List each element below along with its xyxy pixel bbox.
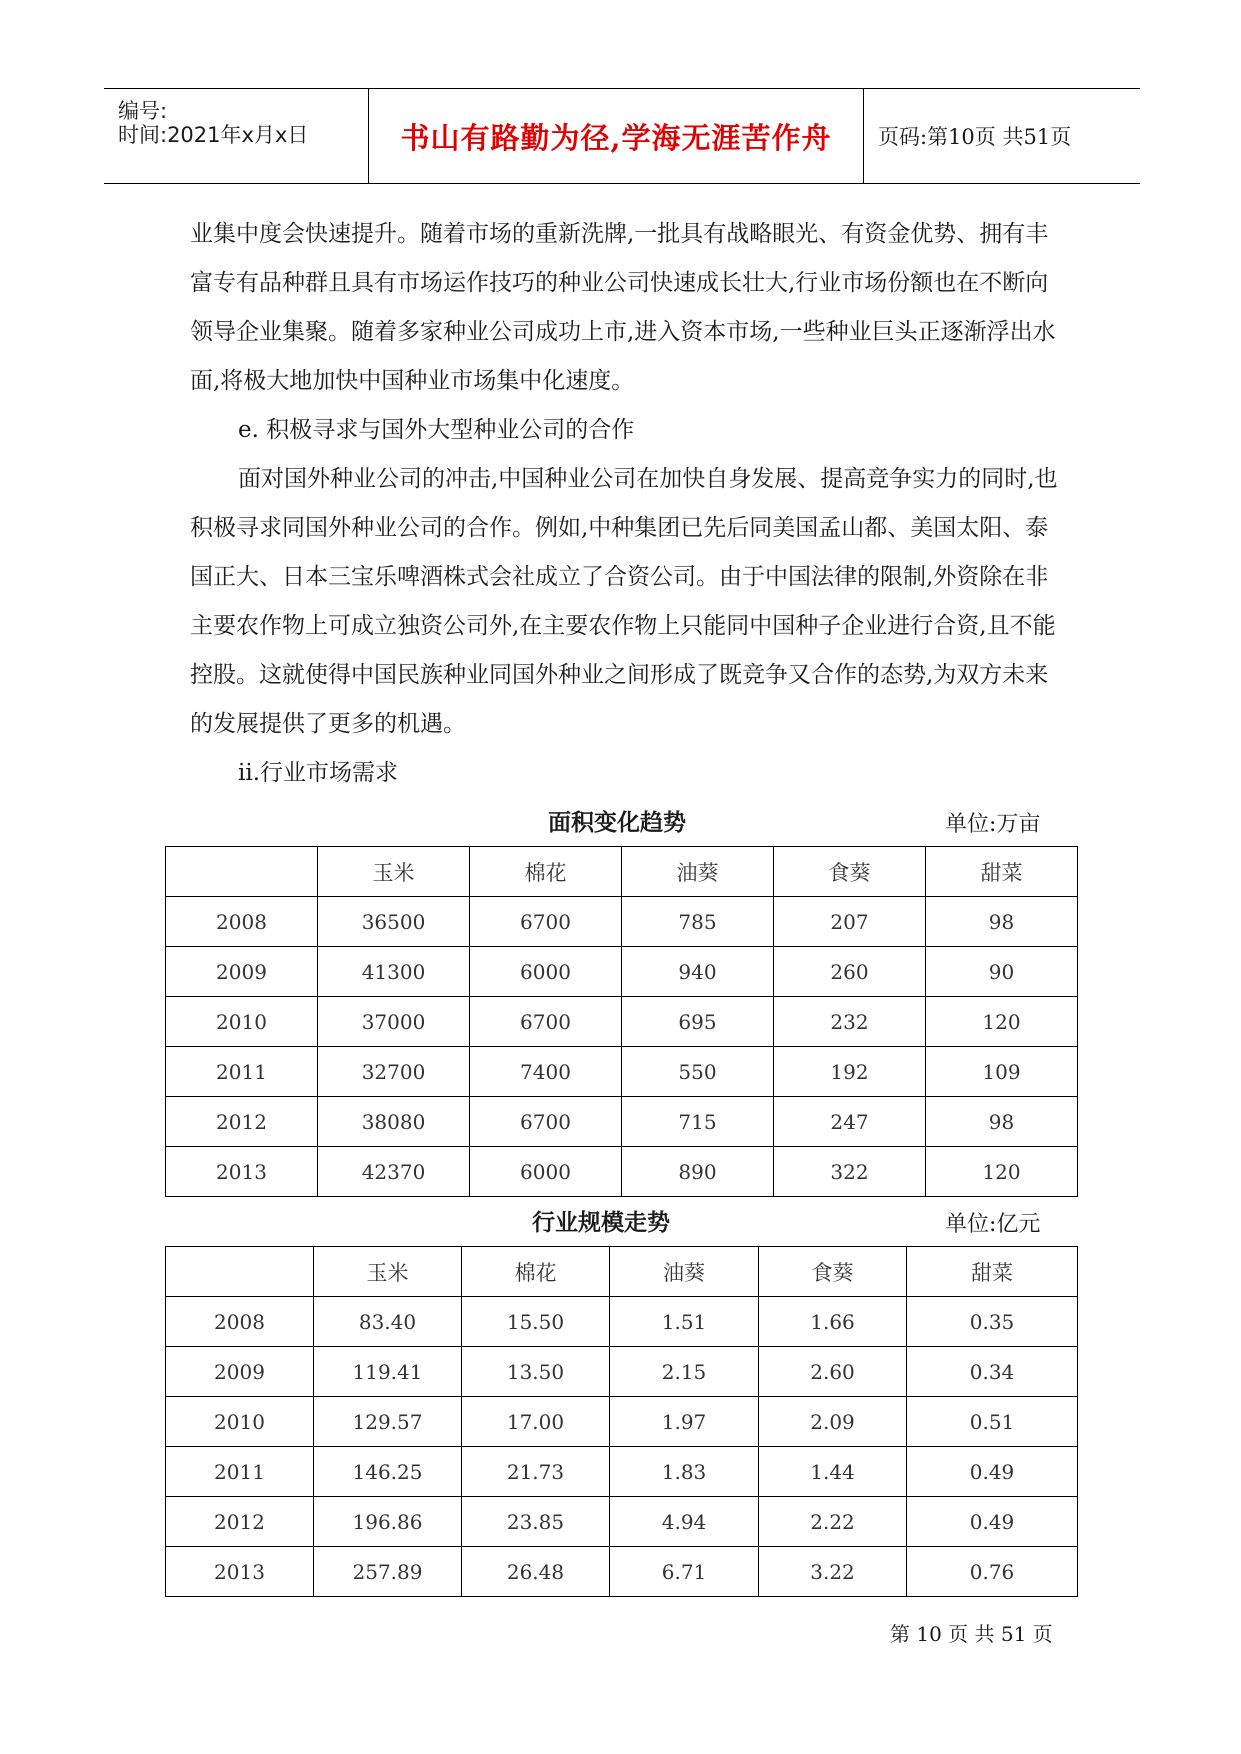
year-cell: 2010 <box>166 1397 314 1447</box>
table-cell: 1.97 <box>610 1397 759 1447</box>
page-header <box>104 88 1140 184</box>
table-cell: 17.00 <box>462 1397 610 1447</box>
table-cell: 36500 <box>318 897 470 947</box>
table2-unit: 单位:亿元 <box>945 1212 1041 1237</box>
body-text <box>190 210 1070 798</box>
table-header-row <box>166 847 1078 897</box>
table-cell: 0.51 <box>907 1397 1078 1447</box>
table-cell: 322 <box>774 1147 926 1197</box>
table1-title: 面积变化趋势 <box>548 810 686 836</box>
page-footer: 第 10 页 共 51 页 <box>890 1622 1053 1646</box>
table2-title: 行业规模走势 <box>532 1210 670 1236</box>
year-cell: 2012 <box>166 1497 314 1547</box>
year-cell: 2009 <box>166 1347 314 1397</box>
table-cell: 2.15 <box>610 1347 759 1397</box>
year-cell: 2011 <box>166 1447 314 1497</box>
table-row <box>166 1297 1078 1347</box>
table-cell: 2.22 <box>759 1497 907 1547</box>
table-row <box>166 1547 1078 1597</box>
year-cell: 2010 <box>166 997 318 1047</box>
year-cell: 2012 <box>166 1097 318 1147</box>
column-header: 油葵 <box>610 1247 759 1297</box>
table1-unit: 单位:万亩 <box>945 812 1041 837</box>
table-cell: 23.85 <box>462 1497 610 1547</box>
table-cell: 196.86 <box>314 1497 462 1547</box>
column-header: 玉米 <box>318 847 470 897</box>
motto: 书山有路勤为径,学海无涯苦作舟 <box>400 120 832 155</box>
table-cell: 695 <box>622 997 774 1047</box>
table-cell: 3.22 <box>759 1547 907 1597</box>
table-cell: 940 <box>622 947 774 997</box>
header-meta <box>104 89 368 183</box>
table-cell: 6700 <box>470 1097 622 1147</box>
table-cell: 38080 <box>318 1097 470 1147</box>
table-cell: 6700 <box>470 997 622 1047</box>
column-header: 棉花 <box>462 1247 610 1297</box>
year-cell: 2013 <box>166 1547 314 1597</box>
table-cell: 247 <box>774 1097 926 1147</box>
table-row <box>166 997 1078 1047</box>
column-header: 食葵 <box>759 1247 907 1297</box>
column-header: 甜菜 <box>926 847 1078 897</box>
table-cell: 192 <box>774 1047 926 1097</box>
paragraph-2: 面对国外种业公司的冲击,中国种业公司在加快自身发展、提高竞争实力的同时,也积极寻求同国外种业公司的合作。例如,中种集团已先后同美国孟山都、美国太阳、泰国正大、日本三宝乐啤酒株式会社成立了合资公司。由于中国法律的限制,外资除在非主要农作物上可成立独资公司外,在主要农作物上只能同中国种子企业进行合资,且不能控股。这就使得中国民族种业同国外种业之间形成了既竞争又合作的态势,为双方未来的发展提供了更多的机遇。 <box>190 466 1058 737</box>
column-header: 棉花 <box>470 847 622 897</box>
table-cell: 109 <box>926 1047 1078 1097</box>
column-header: 甜菜 <box>907 1247 1078 1297</box>
table-cell: 26.48 <box>462 1547 610 1597</box>
table-row <box>166 1397 1078 1447</box>
table-cell: 0.49 <box>907 1447 1078 1497</box>
table-cell: 715 <box>622 1097 774 1147</box>
header-page-cell <box>864 89 1140 183</box>
industry-scale-table <box>165 1246 1078 1597</box>
table-row <box>166 1097 1078 1147</box>
column-header: 油葵 <box>622 847 774 897</box>
table-cell: 0.76 <box>907 1547 1078 1597</box>
number-label: 编号: <box>118 99 168 123</box>
table-cell: 83.40 <box>314 1297 462 1347</box>
table-header-row <box>166 1247 1078 1297</box>
table-cell: 785 <box>622 897 774 947</box>
table-row <box>166 1447 1078 1497</box>
header-motto-cell <box>368 89 864 183</box>
table-cell: 4.94 <box>610 1497 759 1547</box>
table-cell: 232 <box>774 997 926 1047</box>
table-cell: 207 <box>774 897 926 947</box>
table-cell: 129.57 <box>314 1397 462 1447</box>
column-header: 食葵 <box>774 847 926 897</box>
table-cell: 1.83 <box>610 1447 759 1497</box>
table-cell: 98 <box>926 1097 1078 1147</box>
table-cell: 7400 <box>470 1047 622 1097</box>
table-cell: 1.44 <box>759 1447 907 1497</box>
table-row <box>166 1147 1078 1197</box>
column-header <box>166 847 318 897</box>
year-cell: 2009 <box>166 947 318 997</box>
table-cell: 119.41 <box>314 1347 462 1397</box>
year-cell: 2008 <box>166 1297 314 1347</box>
table-cell: 2.60 <box>759 1347 907 1397</box>
table-cell: 550 <box>622 1047 774 1097</box>
table-cell: 6.71 <box>610 1547 759 1597</box>
table-cell: 1.66 <box>759 1297 907 1347</box>
table-cell: 13.50 <box>462 1347 610 1397</box>
table-cell: 0.34 <box>907 1347 1078 1397</box>
year-cell: 2008 <box>166 897 318 947</box>
table-cell: 146.25 <box>314 1447 462 1497</box>
year-cell: 2011 <box>166 1047 318 1097</box>
table-cell: 42370 <box>318 1147 470 1197</box>
table-row <box>166 897 1078 947</box>
table-cell: 0.35 <box>907 1297 1078 1347</box>
column-header: 玉米 <box>314 1247 462 1297</box>
table-cell: 260 <box>774 947 926 997</box>
column-header <box>166 1247 314 1297</box>
table-cell: 90 <box>926 947 1078 997</box>
table-cell: 6700 <box>470 897 622 947</box>
area-trend-table <box>165 846 1078 1197</box>
paragraph-1: 业集中度会快速提升。随着市场的重新洗牌,一批具有战略眼光、有资金优势、拥有丰富专有品种群且具有市场运作技巧的种业公司快速成长壮大,行业市场份额也在不断向领导企业集聚。随着多家种业公司成功上市,进入资本市场,一些种业巨头正逐渐浮出水面,将极大地加快中国种业市场集中化速度。 <box>190 221 1056 394</box>
table-cell: 890 <box>622 1147 774 1197</box>
table-cell: 98 <box>926 897 1078 947</box>
table-cell: 41300 <box>318 947 470 997</box>
table-cell: 0.49 <box>907 1497 1078 1547</box>
table-row <box>166 1497 1078 1547</box>
table-cell: 120 <box>926 1147 1078 1197</box>
section-heading-e: e. 积极寻求与国外大型种业公司的合作 <box>238 417 635 443</box>
time-label: 时间:2021年x月x日 <box>118 123 309 147</box>
table-cell: 257.89 <box>314 1547 462 1597</box>
table-cell: 2.09 <box>759 1397 907 1447</box>
table-cell: 37000 <box>318 997 470 1047</box>
table-cell: 15.50 <box>462 1297 610 1347</box>
table-row <box>166 947 1078 997</box>
table-row <box>166 1347 1078 1397</box>
section-heading-ii: ii.行业市场需求 <box>238 760 399 786</box>
table-cell: 120 <box>926 997 1078 1047</box>
table-cell: 32700 <box>318 1047 470 1097</box>
page-code: 页码:第10页 共51页 <box>878 125 1072 149</box>
table-cell: 21.73 <box>462 1447 610 1497</box>
table-cell: 6000 <box>470 1147 622 1197</box>
year-cell: 2013 <box>166 1147 318 1197</box>
table-row <box>166 1047 1078 1097</box>
table-cell: 1.51 <box>610 1297 759 1347</box>
table-cell: 6000 <box>470 947 622 997</box>
